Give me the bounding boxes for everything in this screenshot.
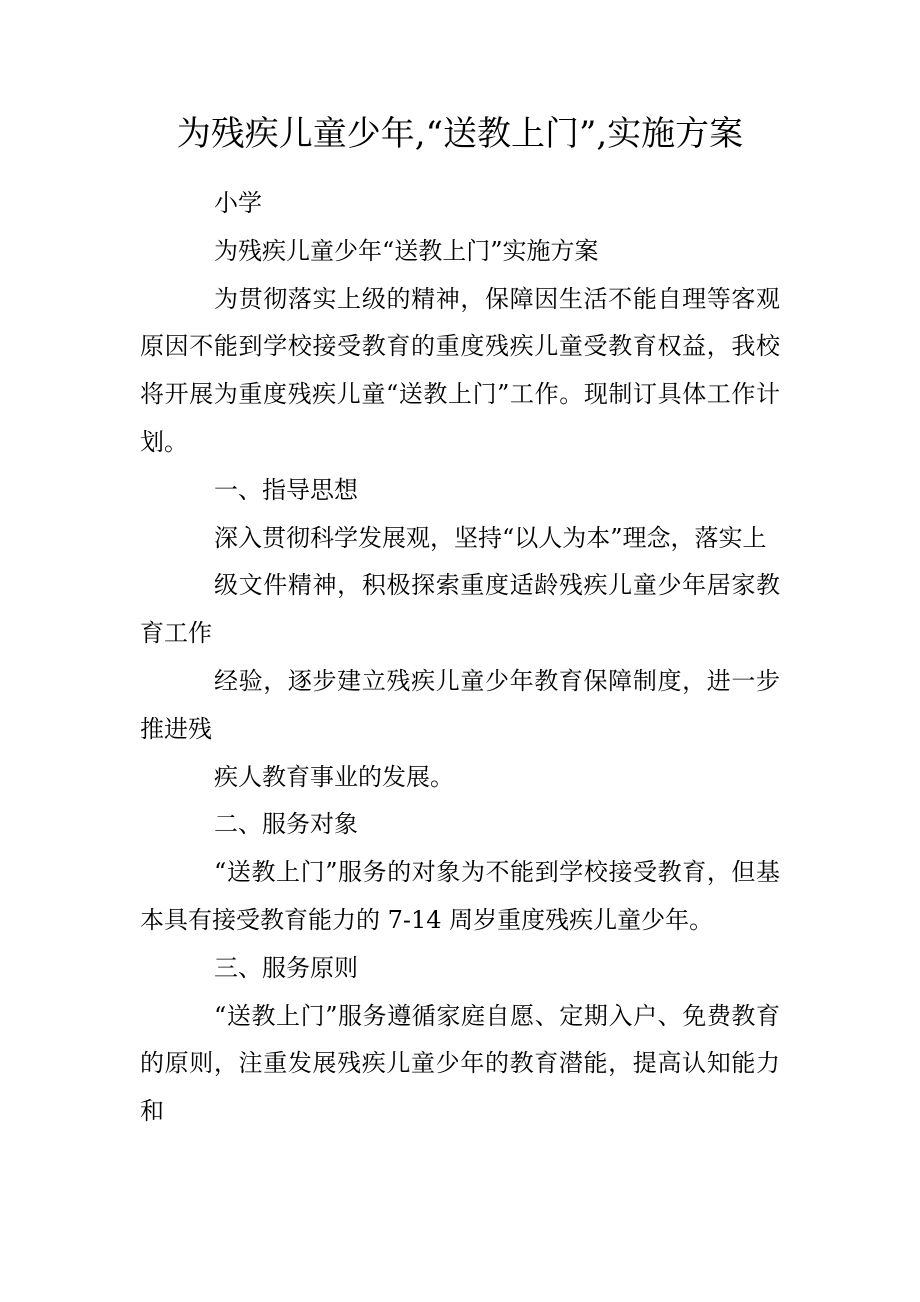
guiding-thought-line-3: 经验，逐步建立残疾儿童少年教育保障制度，进一步推进残	[140, 666, 780, 743]
intro-paragraph: 为贯彻落实上级的精神，保障因生活不能自理等客观原因不能到学校接受教育的重度残疾儿童受教育权益，我校将开展为重度残疾儿童“送教上门”工作。现制订具体工作计划。	[140, 284, 780, 456]
guiding-thought-line-4: 疾人教育事业的发展。	[214, 762, 454, 791]
section-heading-service-principle: 三、服务原则	[214, 953, 358, 982]
guiding-thought-line-1: 深入贯彻科学发展观，坚持“以人为本”理念，落实上	[214, 523, 767, 552]
document-title: 为残疾儿童少年,“送教上门”,实施方案	[176, 114, 744, 154]
section-heading-guiding-thought: 一、指导思想	[214, 475, 358, 504]
section-heading-service-target: 二、服务对象	[214, 810, 358, 839]
school-line: 小学	[214, 189, 262, 217]
service-target-paragraph: “送教上门”服务的对象为不能到学校接受教育，但基本具有接受教育能力的 7-14 周岁重度残疾儿童少年。	[140, 858, 780, 934]
subtitle-line: 为残疾儿童少年“送教上门”实施方案	[214, 236, 599, 265]
guiding-thought-line-2: 级文件精神，积极探索重度适龄残疾儿童少年居家教育工作	[140, 571, 780, 648]
document-body	[140, 180, 780, 1136]
service-principle-paragraph: “送教上门”服务遵循家庭自愿、定期入户、免费教育的原则，注重发展残疾儿童少年的教育潜能，提高认知能力和	[140, 1001, 780, 1126]
